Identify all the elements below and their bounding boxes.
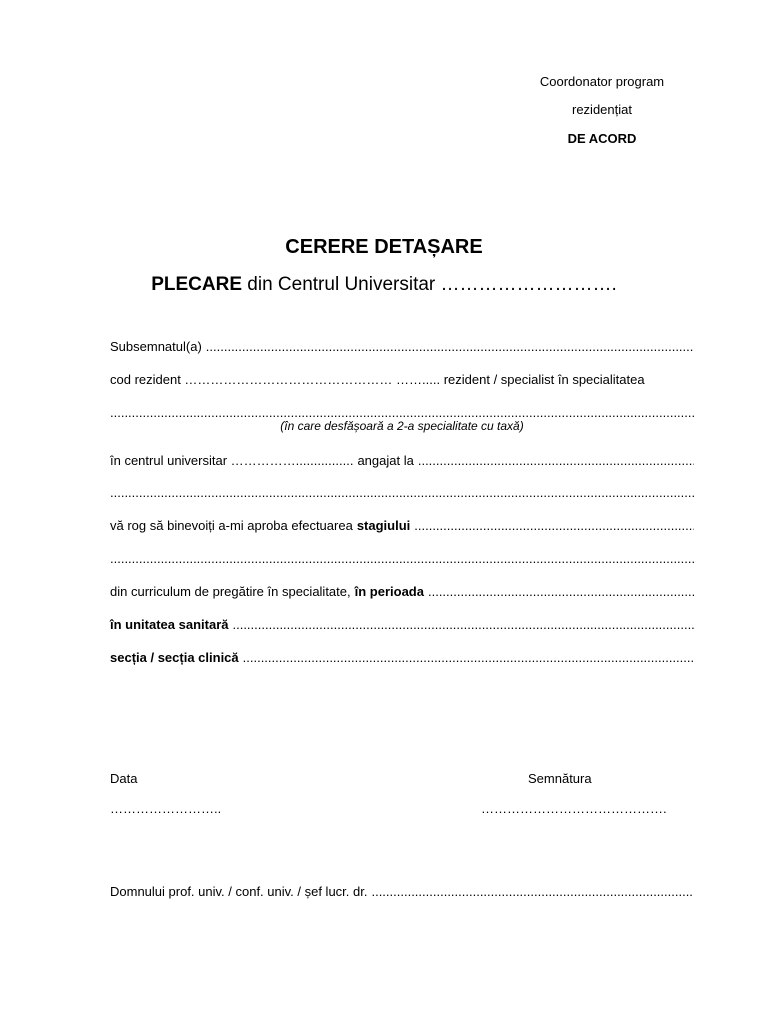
field-centru [110, 453, 694, 468]
page-subtitle [0, 274, 768, 296]
dots-sectia [243, 650, 694, 665]
dots-angajat-cont [110, 485, 694, 500]
label-subsemnatul: Subsemnatul(a) [110, 339, 202, 354]
field-subsemnatul [110, 339, 694, 354]
header-coordonator: Coordonator program [539, 74, 665, 89]
dots-specialitate [110, 405, 694, 420]
field-cod-rezident [110, 372, 694, 387]
dots-data: …………………….. [110, 801, 222, 816]
field-unitatea [110, 617, 694, 632]
field-domnului [110, 884, 694, 899]
header-rezidentiat: rezidențiat [572, 102, 632, 117]
field-specialitate [110, 405, 694, 420]
dots-domnului [371, 884, 694, 899]
label-angajat: angajat la [357, 453, 414, 468]
field-stagiu [110, 518, 694, 533]
label-stagiului: stagiului [356, 518, 411, 533]
label-perioada: în perioada [354, 584, 424, 599]
label-cod-rezident: cod rezident ………………………………………… ……..... rezident / specialist în specialitatea [110, 372, 645, 387]
field-stagiu-cont [110, 551, 694, 566]
label-semnatura: Semnătura [528, 771, 592, 786]
dots-unitatea [232, 617, 694, 632]
note-specialitate: (în care desfășoară a 2-a specialitate cu taxă) [280, 419, 524, 433]
header-de-acord: DE ACORD [567, 131, 637, 146]
dots-stagiu-cont [110, 551, 694, 566]
label-curriculum: din curriculum de pregătire în specialitate, [110, 584, 351, 599]
label-unitatea: în unitatea sanitară [110, 617, 229, 632]
label-domnului: Domnului prof. univ. / conf. univ. / șef lucr. dr. [110, 884, 368, 899]
subtitle-rest: din Centrul Universitar ………………………. [242, 274, 617, 295]
field-perioada [110, 584, 694, 599]
dots-subsemnatul [206, 339, 694, 354]
dots-stagiu [414, 518, 694, 533]
dots-semnatura: ……………………………………. [481, 801, 667, 816]
label-data: Data [110, 771, 138, 786]
dots-perioada [428, 584, 694, 599]
subtitle-bold: PLECARE [151, 274, 242, 295]
label-sectia: secția / secția clinică [110, 650, 239, 665]
dots-angajat [418, 453, 694, 468]
page-title: CERERE DETAȘARE [285, 236, 483, 258]
field-angajat-cont [110, 485, 694, 500]
label-va-rog: vă rog să binevoiți a-mi aproba efectuarea [110, 518, 353, 533]
field-sectia [110, 650, 694, 665]
label-centru: în centrul universitar ……………................ [110, 453, 354, 468]
